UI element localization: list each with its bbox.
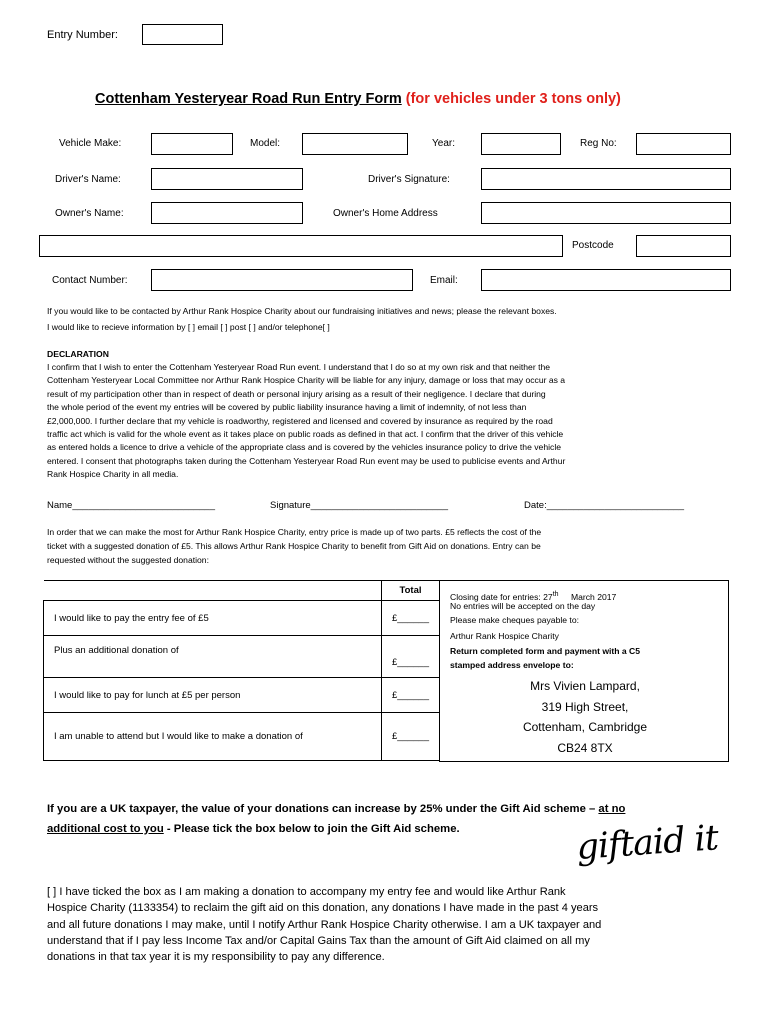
total-header: Total [382, 581, 440, 601]
cheques-text: Please make cheques payable to: [450, 615, 579, 625]
giftaid-logo: giftaid it [575, 818, 720, 868]
gift-aid-line: understand that if I pay less Income Tax and/or Capital Gains Tax than the amount of Gift Aid claimed on all my [47, 934, 590, 947]
price-note-line3: requested without the suggested donation: [47, 555, 209, 565]
postcode-label: Postcode [572, 240, 614, 251]
declaration-line: as entered holds a licence to drive a vehicle of the appropriate class and is covered by the vehicles insurance policy to drive the vehicle [47, 442, 562, 453]
gift-aid-intro-line1 [47, 801, 625, 818]
gift-aid-line: [ ] I have ticked the box as I am making a donation to accompany my entry fee and would like Arthur Rank [47, 886, 566, 898]
signature-sign-line[interactable]: Signature__________________________ [270, 500, 449, 511]
declaration-line: I confirm that I wish to enter the Cottenham Yesteryear Road Run event. I understand that I do so at my own risk and that neither the [47, 362, 551, 372]
title-main: Cottenham Yesteryear Road Run Entry Form [95, 91, 402, 107]
contact-number-field[interactable] [151, 269, 413, 291]
model-label: Model: [250, 138, 281, 149]
fee-row-amount[interactable]: £______ [382, 713, 440, 761]
declaration-line: entered. I consent that photographs taken during the Cottenham Yesteryear Road Run event may be used to publicise events and Arthur [47, 455, 566, 466]
owners-name-label: Owner's Name: [55, 208, 124, 219]
year-label: Year: [432, 138, 455, 149]
fee-row-amount[interactable]: £______ [382, 678, 440, 713]
reg-no-label: Reg No: [580, 138, 617, 149]
drivers-signature-label: Driver's Signature: [368, 174, 450, 185]
fee-row-amount[interactable]: £______ [382, 636, 440, 678]
address-line: CB24 8TX [557, 740, 613, 755]
email-label: Email: [430, 275, 458, 286]
gift-aid-tick-text: - Please tick the box below to join the Gift Aid scheme. [163, 822, 460, 835]
declaration-heading: DECLARATION [47, 349, 109, 359]
owners-name-field[interactable] [151, 202, 303, 224]
gift-aid-no-cost-2: additional cost to you [47, 822, 164, 835]
email-field[interactable] [481, 269, 731, 291]
gift-aid-line: and all future donations I may make, until I notify Arthur Rank Hospice Charity otherwise. I am a UK taxpayer and [47, 918, 602, 931]
entry-number-field[interactable] [142, 24, 223, 45]
price-note-line2: ticket with a suggested donation of £5. This allows Arthur Rank Hospice Charity to benefit from Gift Aid on donations. Entry can be [47, 541, 541, 551]
vehicle-make-field[interactable] [151, 133, 233, 155]
table-row [44, 601, 440, 636]
contact-pref-line2: I would like to recieve information by [ ] email [ ] post [ ] and/or telephone[ ] [47, 322, 330, 332]
return-text-1: Return completed form and payment with a C5 [450, 646, 641, 656]
reg-no-field[interactable] [636, 133, 731, 155]
drivers-name-field[interactable] [151, 168, 303, 190]
model-field[interactable] [302, 133, 408, 155]
declaration-line: £2,000,000. I further declare that my vehicle is roadworthy, registered and licensed and covered by insurance as required by the road [47, 415, 553, 426]
declaration-line: Cottenham Yesteryear Local Committee nor Arthur Rank Hospice Charity will be liable for any injury, damage or loss that may occur as a [47, 375, 566, 386]
return-address [440, 676, 730, 758]
address-line: Mrs Vivien Lampard, [530, 679, 640, 693]
date-sign-line[interactable]: Date:__________________________ [524, 500, 685, 511]
price-note-line1: In order that we can make the most for Arthur Rank Hospice Charity, entry price is made up of two parts. £5 reflects the cost of the [47, 527, 542, 537]
table-row [44, 678, 440, 713]
fee-row-label: I would like to pay for lunch at £5 per person [44, 678, 382, 713]
gift-aid-intro-text: If you are a UK taxpayer, the value of your donations can increase by 25% under the Gift Aid scheme – [47, 803, 599, 815]
declaration-line: Rank Hospice Charity in all media. [47, 469, 179, 480]
fee-row-label: I would like to pay the entry fee of £5 [44, 601, 382, 636]
fee-row-label: I am unable to attend but I would like to make a donation of [44, 713, 382, 761]
closing-date-sup: th [552, 591, 559, 598]
gift-aid-declaration [47, 884, 601, 965]
fee-row-amount[interactable]: £______ [382, 601, 440, 636]
address-line-field[interactable] [39, 235, 563, 257]
closing-info-box [439, 580, 729, 762]
fee-table [43, 580, 440, 761]
owners-home-address-label: Owner's Home Address [333, 208, 438, 219]
address-line: Cottenham, Cambridge [522, 720, 648, 734]
gift-aid-line: Hospice Charity (1133354) to reclaim the gift aid on this donation, any donations I have made in the past 4 years [47, 902, 599, 915]
drivers-signature-field[interactable] [481, 168, 731, 190]
title-sub: (for vehicles under 3 tons only) [405, 91, 621, 107]
declaration-line: traffic act which is valid for the whole event as it takes place on public roads as defined in that act. I confirm that the driver of this vehicle [47, 429, 564, 440]
gift-aid-intro-line2 [47, 821, 625, 838]
entry-number-label: Entry Number: [47, 29, 118, 41]
contact-number-label: Contact Number: [52, 275, 128, 286]
declaration-text [47, 361, 565, 482]
name-sign-line[interactable]: Name___________________________ [47, 500, 215, 511]
postcode-field[interactable] [636, 235, 731, 257]
vehicle-make-label: Vehicle Make: [59, 138, 122, 149]
gift-aid-no-cost: at no [598, 803, 626, 815]
gift-aid-line: donations in that tax year it is my responsibility to pay any difference. [47, 951, 385, 964]
fee-row-label: Plus an additional donation of [44, 636, 382, 678]
contact-pref-line1: If you would like to be contacted by Arthur Rank Hospice Charity about our fundraising initiatives and news; please the relevant boxes. [47, 306, 557, 316]
table-row [44, 636, 440, 678]
payee-text: Arthur Rank Hospice Charity [450, 631, 559, 641]
owners-home-address-field[interactable] [481, 202, 731, 224]
return-text-2: stamped address envelope to: [450, 660, 574, 670]
drivers-name-label: Driver's Name: [55, 174, 121, 185]
form-title [95, 91, 621, 107]
no-entries-text: No entries will be accepted on the day [450, 601, 596, 611]
table-row [44, 713, 440, 761]
closing-date-month: March 2017 [570, 591, 617, 602]
gift-aid-intro [47, 801, 625, 837]
year-field[interactable] [481, 133, 561, 155]
address-line: 319 High Street, [541, 699, 629, 714]
closing-date-text: Closing date for entries: 27 [450, 591, 553, 602]
declaration-line: the whole period of the event my entries will be covered by public liability insurance having a limit of indemnity, of not less than [47, 402, 527, 413]
declaration-line: result of my participation other than in respect of death or personal injury arising as a result of their negligence. I declare that during [47, 388, 546, 399]
